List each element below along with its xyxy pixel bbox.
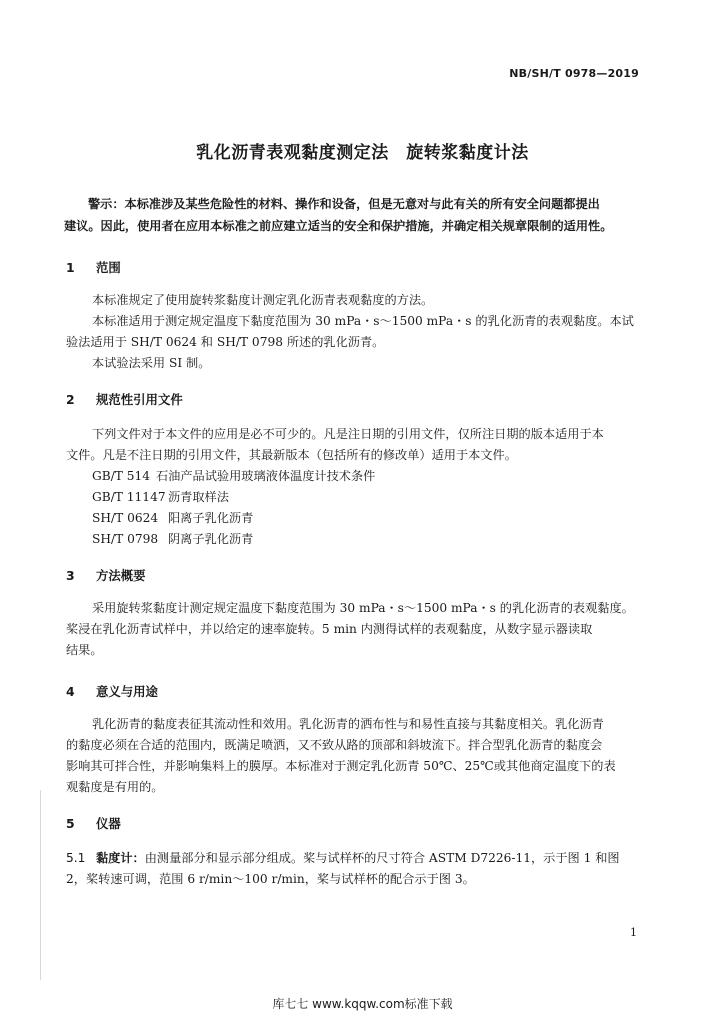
section-number: 3 <box>66 568 75 583</box>
section-4-body <box>66 714 662 798</box>
reference-item <box>92 530 253 547</box>
paragraph-continuation: 影响其可拌合性，并影响集料上的膜厚。本标准对于测定乳化沥青 50℃、25℃或其他商定温度下的表 <box>66 759 616 773</box>
section-heading-4 <box>66 682 158 700</box>
reference-item <box>92 467 375 484</box>
reference-name: 阴离子乳化沥青 <box>168 532 254 546</box>
paragraph: 本试验法采用 SI 制。 <box>92 356 211 370</box>
section-heading-2 <box>66 390 183 408</box>
paragraph-continuation: 2，桨转速可调，范围 6 r/min～100 r/min，桨与试样杯的配合示于图 3。 <box>66 872 475 886</box>
standard-number: NB/SH/T 0978—2019 <box>509 67 639 80</box>
paragraph-continuation: 观黏度是有用的。 <box>66 780 164 794</box>
section-title: 规范性引用文件 <box>96 392 183 407</box>
warning-line-2: 建议。因此，使用者在应用本标准之前应建立适当的安全和保护措施，并确定相关规章限制的适用性。 <box>64 219 613 233</box>
section-number: 1 <box>66 260 75 275</box>
paragraph-continuation: 的黏度必须在合适的范围内，既满足喷洒，又不致从路的顶部和斜坡流下。拌合型乳化沥青的黏度会 <box>66 738 603 752</box>
footer-watermark: 库七七 www.kqqw.com标准下载 <box>272 997 453 1011</box>
paragraph: 下列文件对于本文件的应用是必不可少的。凡是注日期的引用文件，仅所注日期的版本适用于本 <box>92 427 604 441</box>
clause-term: 黏度计： <box>96 851 145 865</box>
section-5-body <box>66 848 662 890</box>
reference-name: 沥青取样法 <box>168 490 229 504</box>
section-title: 方法概要 <box>96 568 146 583</box>
reference-name: 石油产品试验用玻璃液体温度计技术条件 <box>156 469 376 483</box>
paragraph-continuation: 文件。凡是不注日期的引用文件，其最新版本（包括所有的修改单）适用于本文件。 <box>66 448 517 462</box>
section-heading-5 <box>66 814 121 832</box>
reference-code: SH/T 0798 <box>92 532 159 546</box>
paragraph: 本标准适用于测定规定温度下黏度范围为 30 mPa・s～1500 mPa・s 的乳化沥青的表观黏度。本试 <box>92 314 634 328</box>
reference-code: GB/T 514 <box>92 469 151 483</box>
section-heading-3 <box>66 566 146 584</box>
section-number: 2 <box>66 392 75 407</box>
paragraph: 采用旋转浆黏度计测定规定温度下黏度范围为 30 mPa・s～1500 mPa・s 的乳化沥青的表观黏度。 <box>92 601 634 615</box>
reference-code: SH/T 0624 <box>92 511 159 525</box>
section-number: 5 <box>66 816 75 831</box>
clause-5-1 <box>66 848 662 869</box>
section-number: 4 <box>66 684 75 699</box>
section-title: 仪器 <box>96 816 121 831</box>
section-title: 范围 <box>96 260 121 275</box>
document-title: 乳化沥青表观黏度测定法 旋转浆黏度计法 <box>196 143 529 163</box>
section-1-body <box>66 290 662 374</box>
clause-number: 5.1 <box>66 851 86 865</box>
section-2-body <box>66 424 662 466</box>
paragraph: 本标准规定了使用旋转浆黏度计测定乳化沥青表观黏度的方法。 <box>92 293 434 307</box>
reference-item <box>92 509 253 526</box>
paragraph: 乳化沥青的黏度表征其流动性和效用。乳化沥青的洒布性与和易性直接与其黏度相关。乳化沥青 <box>92 717 604 731</box>
reference-name: 阳离子乳化沥青 <box>168 511 254 525</box>
paragraph-continuation: 验法适用于 SH/T 0624 和 SH/T 0798 所述的乳化沥青。 <box>66 335 385 349</box>
warning-notice <box>64 193 660 237</box>
clause-text: 由测量部分和显示部分组成。桨与试样杯的尺寸符合 ASTM D7226-11，示于图 1 和图 <box>144 851 620 865</box>
page-number: 1 <box>630 926 637 939</box>
section-title: 意义与用途 <box>96 684 158 699</box>
section-3-body <box>66 598 662 661</box>
section-heading-1 <box>66 258 121 276</box>
reference-code: GB/T 11147 <box>92 490 166 504</box>
warning-line-1: 警示：本标准涉及某些危险性的材料、操作和设备，但是无意对与此有关的所有安全问题都提出 <box>88 197 600 211</box>
reference-item <box>92 488 229 505</box>
paragraph-continuation: 结果。 <box>66 643 103 657</box>
margin-scan-line <box>40 790 41 980</box>
paragraph-continuation: 桨浸在乳化沥青试样中，并以给定的速率旋转。5 min 内测得试样的表观黏度，从数字显示器读取 <box>66 622 593 636</box>
